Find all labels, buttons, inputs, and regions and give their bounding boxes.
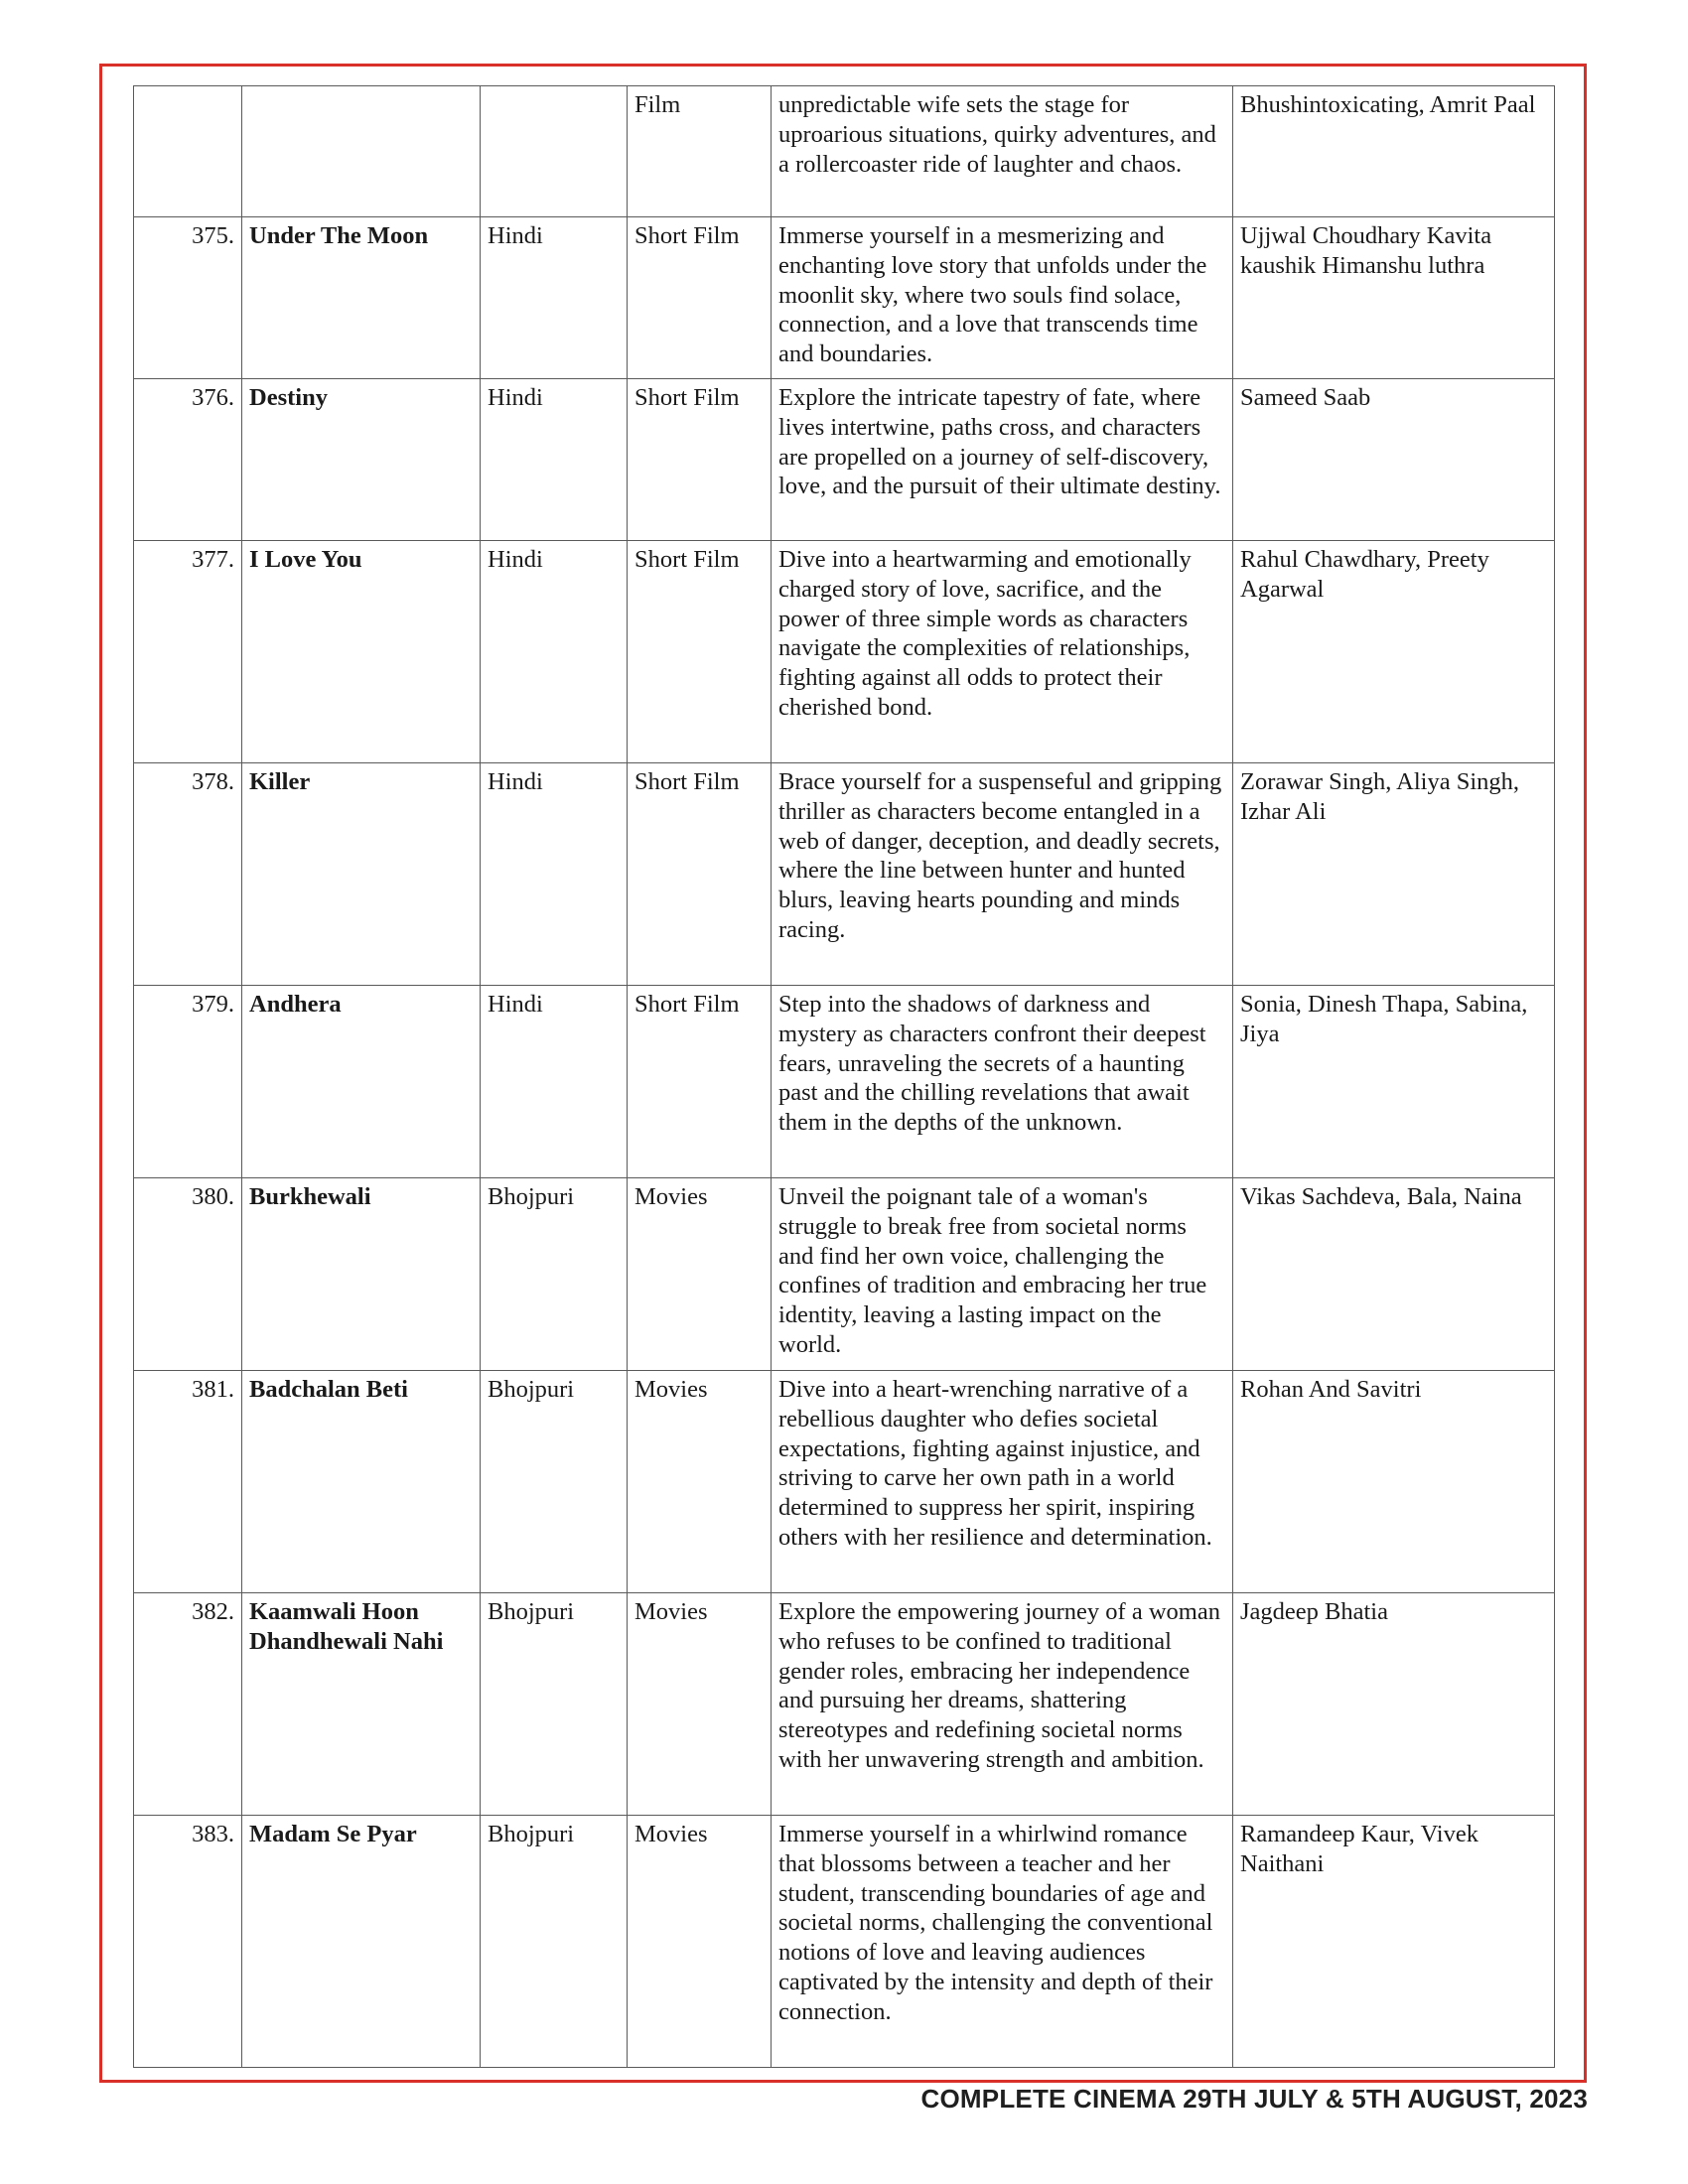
table-row xyxy=(134,541,1555,763)
film-language: Bhojpuri xyxy=(481,1178,628,1371)
film-description: Dive into a heartwarming and emotionally charged story of love, sacrifice, and the power of three simple words as characters navigate the complexities of relationships, fighting against all odds to protect their cherished bond. xyxy=(772,541,1233,763)
film-cast: Bhushintoxicating, Amrit Paal xyxy=(1233,86,1555,217)
film-category: Short Film xyxy=(628,217,772,379)
row-number: 378. xyxy=(134,763,242,986)
row-number: 376. xyxy=(134,379,242,541)
film-listing-body xyxy=(134,86,1555,2068)
film-description: Immerse yourself in a whirlwind romance that blossoms between a teacher and her student, transcending boundaries of age and societal norms, challenging the conventional notions of love and leaving audiences captivated by the intensity and depth of their connection. xyxy=(772,1816,1233,2068)
row-number: 381. xyxy=(134,1371,242,1593)
film-cast: Vikas Sachdeva, Bala, Naina xyxy=(1233,1178,1555,1371)
film-language: Hindi xyxy=(481,763,628,986)
film-title: Under The Moon xyxy=(242,217,481,379)
film-category: Short Film xyxy=(628,379,772,541)
film-language: Bhojpuri xyxy=(481,1816,628,2068)
film-cast: Sonia, Dinesh Thapa, Sabina, Jiya xyxy=(1233,986,1555,1178)
film-title: Badchalan Beti xyxy=(242,1371,481,1593)
film-description: Dive into a heart-wrenching narrative of a rebellious daughter who defies societal expectations, fighting against injustice, and striving to carve her own path in a world determined to suppress her spirit, inspiring others with her resilience and determination. xyxy=(772,1371,1233,1593)
row-number: 383. xyxy=(134,1816,242,2068)
table-row xyxy=(134,1593,1555,1816)
film-category: Movies xyxy=(628,1593,772,1816)
film-title: Destiny xyxy=(242,379,481,541)
film-description: unpredictable wife sets the stage for uproarious situations, quirky adventures, and a rollercoaster ride of laughter and chaos. xyxy=(772,86,1233,217)
film-description: Explore the empowering journey of a woman who refuses to be confined to traditional gender roles, embracing her independence and pursuing her dreams, shattering stereotypes and redefining societal norms with her unwavering strength and ambition. xyxy=(772,1593,1233,1816)
table-row xyxy=(134,379,1555,541)
table-row xyxy=(134,1816,1555,2068)
film-title: Madam Se Pyar xyxy=(242,1816,481,2068)
film-language: Hindi xyxy=(481,541,628,763)
table-row xyxy=(134,217,1555,379)
film-category: Short Film xyxy=(628,541,772,763)
film-cast: Rohan And Savitri xyxy=(1233,1371,1555,1593)
table-row xyxy=(134,86,1555,217)
row-number: 380. xyxy=(134,1178,242,1371)
film-category: Movies xyxy=(628,1816,772,2068)
film-category: Short Film xyxy=(628,763,772,986)
film-description: Brace yourself for a suspenseful and gripping thriller as characters become entangled in a web of danger, deception, and deadly secrets, where the line between hunter and hunted blurs, leaving hearts pounding and minds racing. xyxy=(772,763,1233,986)
film-language: Hindi xyxy=(481,217,628,379)
film-description: Immerse yourself in a mesmerizing and enchanting love story that unfolds under the moonlit sky, where two souls find solace, connection, and a love that transcends time and boundaries. xyxy=(772,217,1233,379)
row-number: 379. xyxy=(134,986,242,1178)
film-cast: Sameed Saab xyxy=(1233,379,1555,541)
table-row xyxy=(134,986,1555,1178)
film-language xyxy=(481,86,628,217)
film-description: Unveil the poignant tale of a woman's struggle to break free from societal norms and find her own voice, challenging the confines of tradition and embracing her true identity, leaving a lasting impact on the world. xyxy=(772,1178,1233,1371)
film-title: Kaamwali Hoon Dhandhewali Nahi xyxy=(242,1593,481,1816)
film-listing-table xyxy=(133,85,1555,2068)
film-title: Burkhewali xyxy=(242,1178,481,1371)
row-number: 377. xyxy=(134,541,242,763)
film-language: Bhojpuri xyxy=(481,1593,628,1816)
film-title xyxy=(242,86,481,217)
film-category: Film xyxy=(628,86,772,217)
table-row xyxy=(134,1178,1555,1371)
film-category: Short Film xyxy=(628,986,772,1178)
film-description: Explore the intricate tapestry of fate, where lives intertwine, paths cross, and characters are propelled on a journey of self-discovery, love, and the pursuit of their ultimate destiny. xyxy=(772,379,1233,541)
film-language: Hindi xyxy=(481,986,628,1178)
film-language: Hindi xyxy=(481,379,628,541)
film-title: Killer xyxy=(242,763,481,986)
row-number xyxy=(134,86,242,217)
film-cast: Ujjwal Choudhary Kavita kaushik Himanshu luthra xyxy=(1233,217,1555,379)
table-row xyxy=(134,1371,1555,1593)
table-row xyxy=(134,763,1555,986)
film-cast: Rahul Chawdhary, Preety Agarwal xyxy=(1233,541,1555,763)
film-title: I Love You xyxy=(242,541,481,763)
film-category: Movies xyxy=(628,1371,772,1593)
film-title: Andhera xyxy=(242,986,481,1178)
film-category: Movies xyxy=(628,1178,772,1371)
film-cast: Ramandeep Kaur, Vivek Naithani xyxy=(1233,1816,1555,2068)
row-number: 375. xyxy=(134,217,242,379)
film-cast: Zorawar Singh, Aliya Singh, Izhar Ali xyxy=(1233,763,1555,986)
publication-footer: COMPLETE CINEMA 29TH JULY & 5TH AUGUST, 2023 xyxy=(920,2084,1588,2114)
row-number: 382. xyxy=(134,1593,242,1816)
film-language: Bhojpuri xyxy=(481,1371,628,1593)
film-cast: Jagdeep Bhatia xyxy=(1233,1593,1555,1816)
film-description: Step into the shadows of darkness and mystery as characters confront their deepest fears, unraveling the secrets of a haunting past and the chilling revelations that await them in the depths of the unknown. xyxy=(772,986,1233,1178)
